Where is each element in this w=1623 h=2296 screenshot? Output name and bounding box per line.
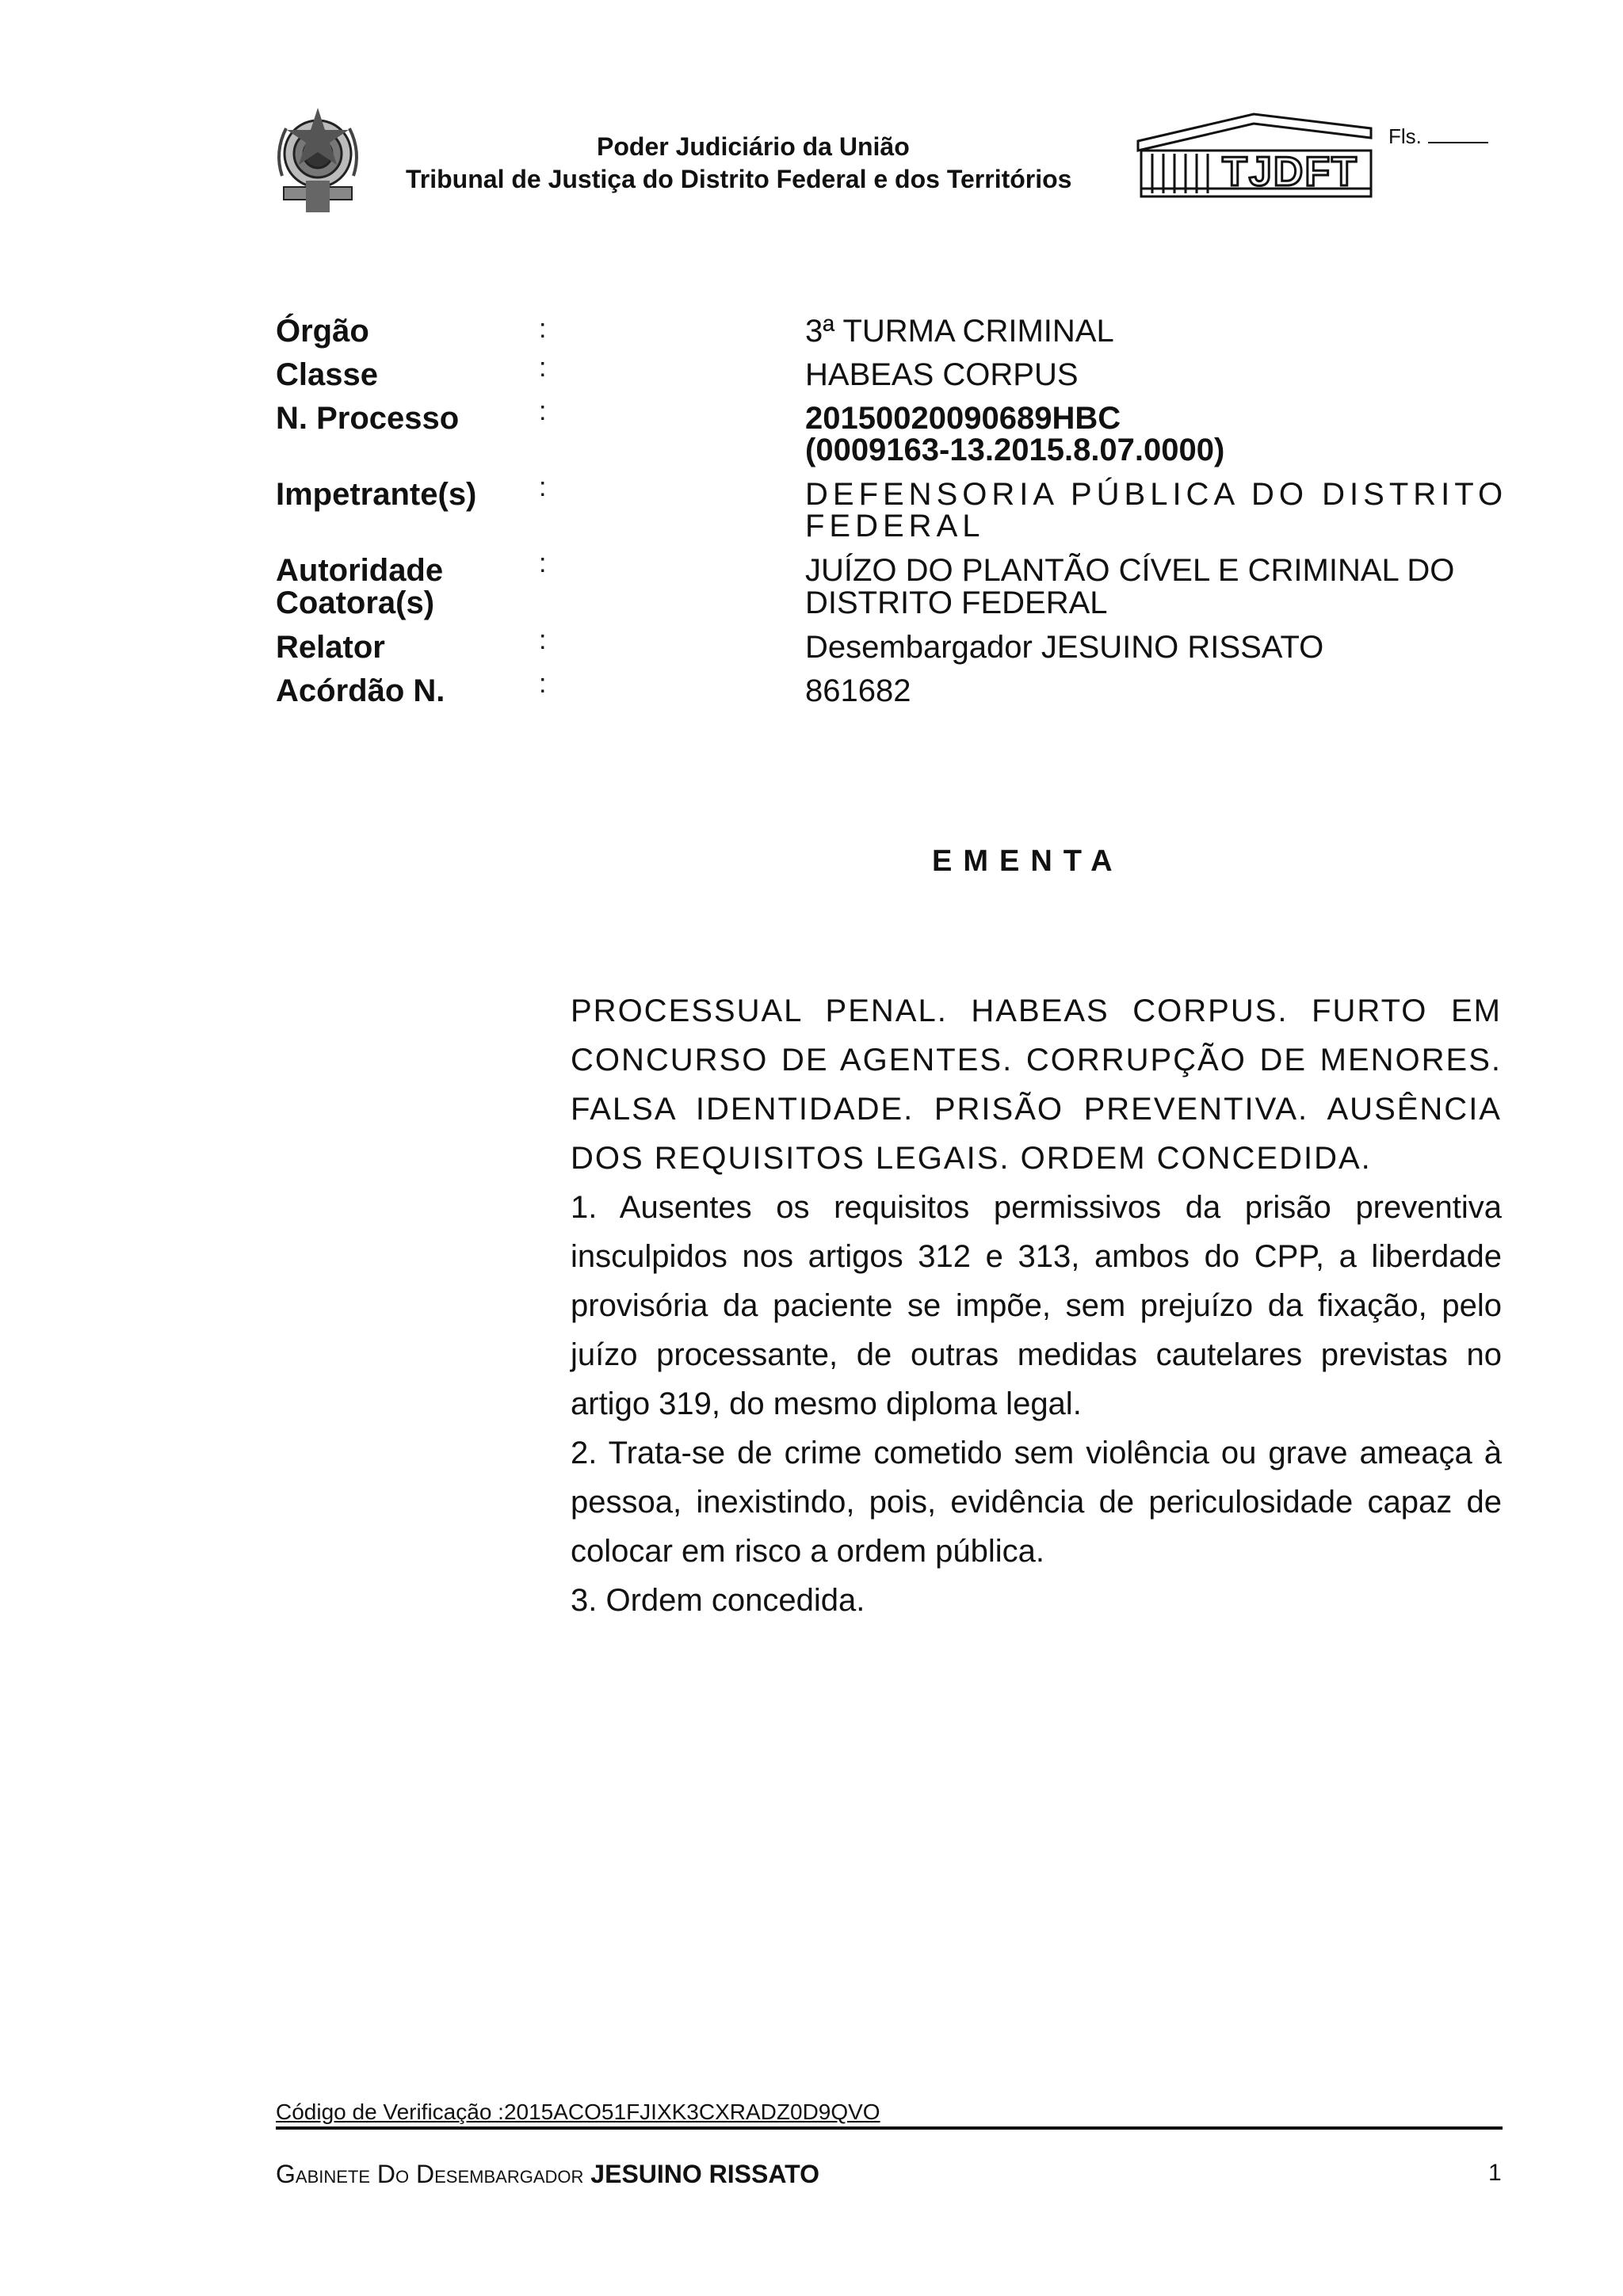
ementa-body — [571, 986, 1502, 1625]
meta-label: Órgão — [276, 314, 369, 349]
meta-colon: : — [539, 548, 547, 578]
meta-value: 3ª TURMA CRIMINAL — [805, 314, 1114, 349]
meta-value: HABEAS CORPUS — [805, 357, 1079, 392]
coat-of-arms-emblem — [266, 105, 369, 214]
ementa-title: EMENTA — [932, 845, 1124, 878]
gabinete-prefix: Gabinete Do Desembargador — [276, 2160, 584, 2188]
meta-label: Classe — [276, 357, 378, 392]
meta-colon: : — [539, 353, 547, 383]
verification-code: Código de Verificação :2015ACO51FJIXK3CXRADZ0D9QVO — [276, 2100, 880, 2124]
header-title: Poder Judiciário da União — [597, 132, 910, 161]
footer-gabinete — [276, 2160, 819, 2189]
ementa-item: 1. Ausentes os requisitos permissivos da prisão preventiva insculpidos nos artigos 312 e 313, ambos do CPP, a liberdade provisória da paciente se impõe, sem prejuízo da fixação, pelo juízo processante, de outras medidas cautelares previstas no artigo 319, do mesmo diploma legal. — [571, 1190, 1502, 1421]
meta-colon: : — [539, 669, 547, 699]
page-number: 1 — [1488, 2160, 1502, 2186]
tjdft-logo — [1135, 109, 1374, 201]
meta-value: DEFENSORIA PÚBLICA DO DISTRITO — [805, 477, 1508, 512]
fls-field — [1388, 124, 1488, 149]
meta-colon: : — [539, 472, 547, 502]
gabinete-name: JESUINO RISSATO — [590, 2160, 819, 2188]
meta-value-line2: FEDERAL — [805, 509, 985, 543]
meta-value-line2: (0009163-13.2015.8.07.0000) — [805, 433, 1225, 467]
meta-value: 20150020090689HBC — [805, 401, 1121, 436]
meta-label: Autoridade — [276, 553, 444, 588]
ementa-item: 3. Ordem concedida. — [571, 1583, 865, 1618]
meta-label-line2: Coatora(s) — [276, 585, 435, 620]
meta-value: JUÍZO DO PLANTÃO CÍVEL E CRIMINAL DO — [805, 553, 1455, 588]
meta-colon: : — [539, 396, 547, 426]
ementa-heading: PROCESSUAL PENAL. HABEAS CORPUS. FURTO EM CONCURSO DE AGENTES. CORRUPÇÃO DE MENORES. FALSA IDENTIDADE. PRISÃO PREVENTIVA. AUSÊNCIA DOS REQUISITOS LEGAIS. ORDEM CONCEDIDA. — [571, 994, 1502, 1176]
meta-colon: : — [539, 314, 547, 344]
fls-blank-line — [1428, 142, 1488, 143]
meta-label: Impetrante(s) — [276, 477, 477, 512]
meta-label: Acórdão N. — [276, 673, 445, 708]
meta-colon: : — [539, 625, 547, 655]
ementa-item: 2. Trata-se de crime cometido sem violência ou grave ameaça à pessoa, inexistindo, pois, evidência de periculosidade capaz de colocar em risco a ordem pública. — [571, 1436, 1502, 1569]
meta-label: N. Processo — [276, 401, 460, 436]
header-subtitle: Tribunal de Justiça do Distrito Federal e dos Territórios — [406, 165, 1072, 193]
meta-label: Relator — [276, 630, 385, 665]
meta-value: 861682 — [805, 673, 911, 708]
meta-value-line2: DISTRITO FEDERAL — [805, 585, 1108, 620]
meta-value: Desembargador JESUINO RISSATO — [805, 630, 1324, 665]
fls-label: Fls. — [1388, 124, 1422, 148]
tjdft-logo-text: TJDFT — [1222, 149, 1358, 195]
footer-divider — [276, 2126, 1503, 2130]
